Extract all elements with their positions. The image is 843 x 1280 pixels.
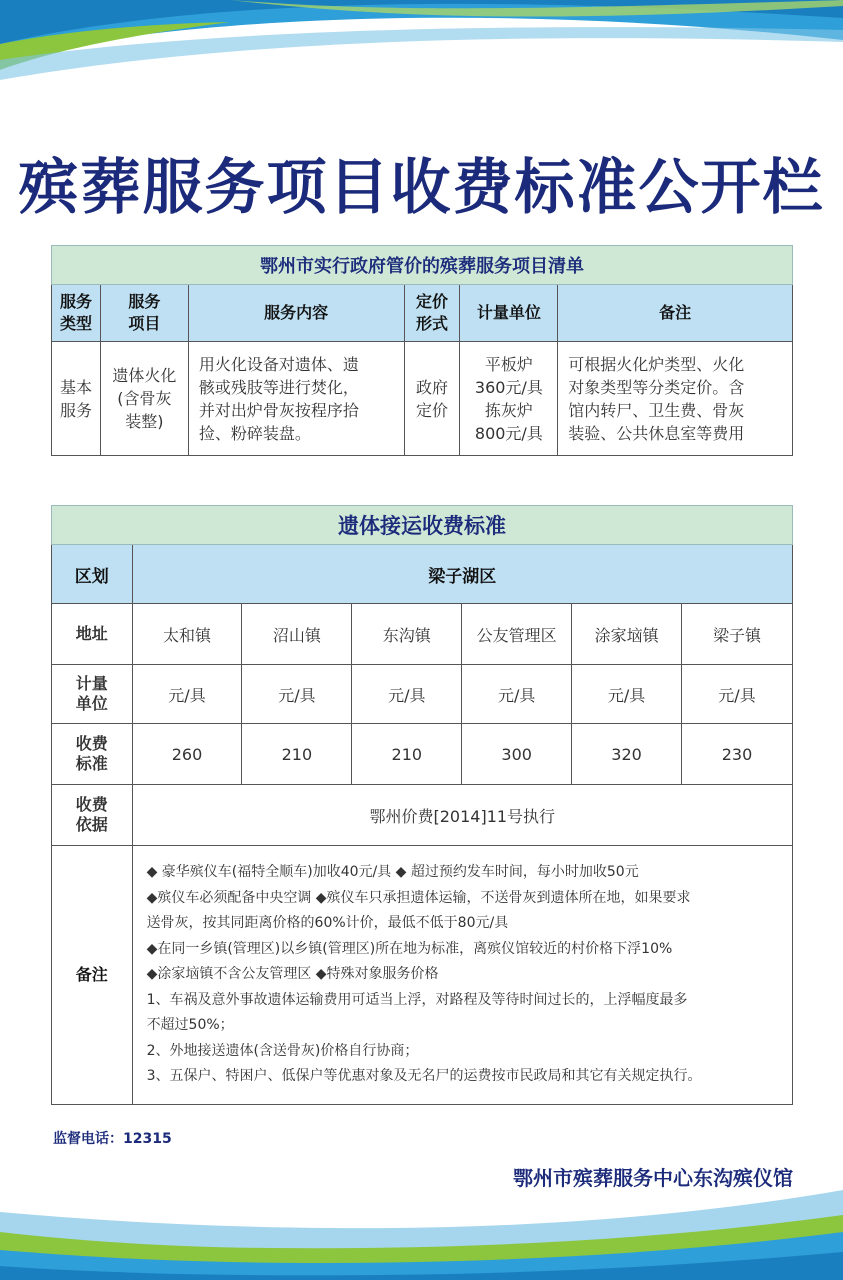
unit-cell: 平板炉 360元/具 拣灰炉 800元/具 [460,342,558,456]
fee-cell: 230 [682,724,793,785]
remark-cell: 可根据火化炉类型、火化 对象类型等分类定价。含 馆内转尸、卫生费、骨灰 装验、公共休息室等费用 [558,342,793,456]
address-label: 地址 [52,604,133,665]
service-type-cell: 基本 服务 [52,342,101,456]
note-line: 送骨灰，按其同距离价格的60%计价，最低不低于80元/具 [146,915,509,931]
header-service-content: 服务内容 [188,285,404,342]
unit-label: 计量 单位 [52,665,133,724]
pricing-form-cell: 政府 定价 [404,342,460,456]
govt-priced-services-table [51,245,793,456]
fee-row [52,724,793,785]
unit-row [52,665,793,724]
fee-cell: 210 [242,724,352,785]
bottom-wave-decoration [0,1170,843,1280]
header-unit: 计量单位 [460,285,558,342]
fee-cell: 210 [352,724,462,785]
unit-cell: 元/具 [352,665,462,724]
note-line: ◆在同一乡镇(管理区)以乡镇(管理区)所在地为标准，离殡仪馆较近的村价格下浮10% [146,940,673,957]
unit-cell: 元/具 [242,665,352,724]
address-row [52,604,793,665]
note-line: ◆ 豪华殡仪车(福特全顺车)加收40元/具 ◆ 超过预约发车时间，每小时加收50元 [146,864,639,880]
address-cell: 公友管理区 [462,604,572,665]
basis-label: 收费 依据 [52,785,133,846]
note-line: 1、车祸及意外事故遗体运输费用可适当上浮，对路程及等待时间过长的，上浮幅度最多 [146,991,688,1008]
unit-cell: 元/具 [572,665,682,724]
header-pricing-form: 定价 形式 [404,285,460,342]
table2-band-title: 遗体接运收费标准 [52,506,793,545]
header-remark: 备注 [558,285,793,342]
notes-content [132,846,792,1105]
fee-cell: 300 [462,724,572,785]
basis-value: 鄂州价费[2014]11号执行 [132,785,792,846]
fee-label: 收费 标准 [52,724,133,785]
region-label: 区划 [52,545,133,604]
table1-header-row [52,285,793,342]
basis-row [52,785,793,846]
fee-cell: 260 [132,724,242,785]
region-row [52,545,793,604]
unit-cell: 元/具 [132,665,242,724]
address-cell: 梁子镇 [682,604,793,665]
address-cell: 涂家垴镇 [572,604,682,665]
note-line: 不超过50%； [146,1017,234,1033]
fee-cell: 320 [572,724,682,785]
address-cell: 沼山镇 [242,604,352,665]
page-title: 殡葬服务项目收费标准公开栏 [18,153,825,223]
note-line: ◆殡仪车必须配备中央空调 ◆殡仪车只承担遗体运输，不送骨灰到遗体所在地，如果要求 [146,889,691,906]
unit-cell: 元/具 [682,665,793,724]
notes-label: 备注 [52,846,133,1105]
note-line: ◆涂家垴镇不含公友管理区 ◆特殊对象服务价格 [146,966,439,982]
header-service-item: 服务 项目 [100,285,188,342]
table-row [52,342,793,456]
address-cell: 太和镇 [132,604,242,665]
service-content-cell: 用火化设备对遗体、遗 骸或残肢等进行焚化， 并对出炉骨灰按程序拾 捡、粉碎装盘。 [188,342,404,456]
top-wave-decoration [0,0,843,90]
note-line: 3、五保户、特困户、低保户等优惠对象及无名尸的运费按市民政局和其它有关规定执行。 [146,1068,702,1084]
supervision-phone: 监督电话：12315 [53,1131,172,1147]
region-value: 梁子湖区 [132,545,792,604]
note-line: 2、外地接送遗体(含送骨灰)价格自行协商； [146,1042,419,1059]
header-service-type: 服务 类型 [52,285,101,342]
service-item-cell: 遗体火化 (含骨灰 装整) [100,342,188,456]
organization-name: 鄂州市殡葬服务中心东沟殡仪馆 [513,1166,793,1190]
notes-row [52,846,793,1105]
table1-band-title: 鄂州市实行政府管价的殡葬服务项目清单 [52,246,793,285]
body-transport-fee-table [51,505,793,1105]
unit-cell: 元/具 [462,665,572,724]
address-cell: 东沟镇 [352,604,462,665]
